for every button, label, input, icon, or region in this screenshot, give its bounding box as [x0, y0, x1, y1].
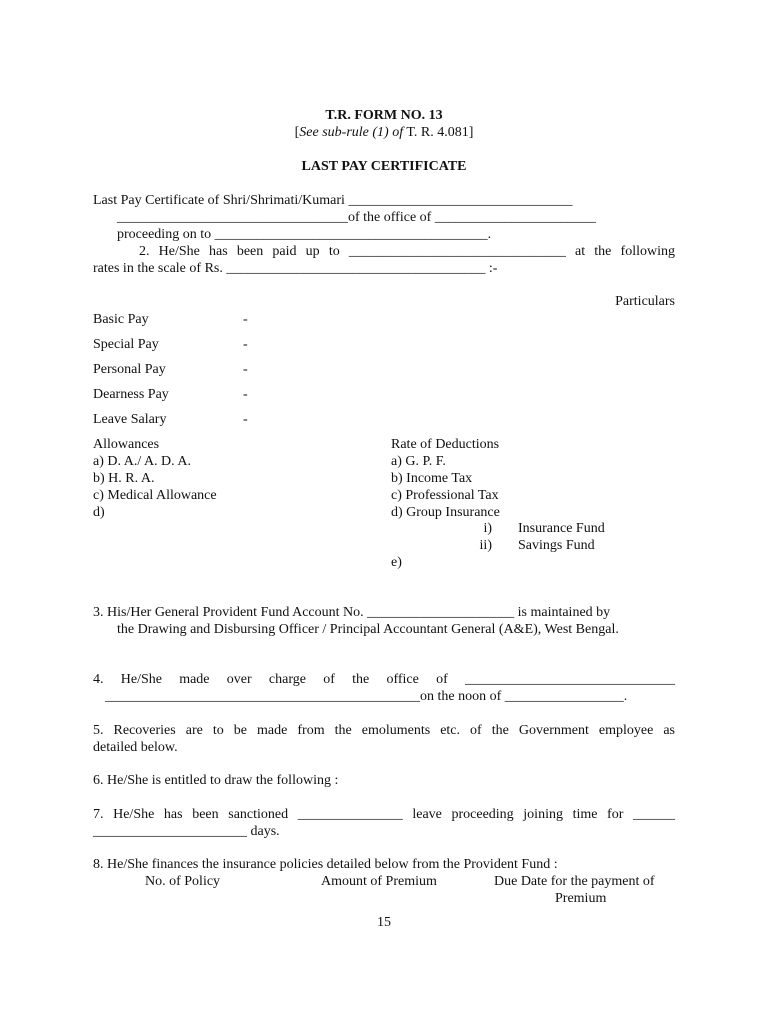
certificate-title: LAST PAY CERTIFICATE [301, 159, 467, 174]
pay-item-dash: - [243, 337, 248, 352]
deduction-sub-label: Insurance Fund [518, 521, 605, 536]
para6: 6. He/She is entitled to draw the following : [93, 773, 339, 788]
pay-item-dash: - [243, 412, 248, 427]
para1-line1: Last Pay Certificate of Shri/Shrimati/Kumari ________________________________ [93, 193, 573, 208]
due-date-column-header: Due Date for the payment of [494, 874, 655, 889]
particulars-heading: Particulars [615, 294, 675, 309]
pay-item-personal-pay: Personal Pay [93, 362, 166, 377]
deduction-item: a) G. P. F. [391, 454, 446, 469]
deduction-sub-label: Savings Fund [518, 538, 595, 553]
pay-item-leave-salary: Leave Salary [93, 412, 167, 427]
para7-line1: 7. He/She has been sanctioned _______________ leave proceeding joining time for ______ [93, 807, 675, 822]
para3-line2: the Drawing and Disbursing Officer / Principal Accountant General (A&E), West Bengal. [117, 622, 619, 637]
allowance-item: b) H. R. A. [93, 471, 155, 486]
pay-item-dearness-pay: Dearness Pay [93, 387, 169, 402]
allowance-item: c) Medical Allowance [93, 488, 217, 503]
deduction-sub-number: i) [483, 521, 492, 536]
para4-line2: _____________________________________________on the noon of _________________. [105, 689, 628, 704]
para4-line1: 4. He/She made over charge of the office of ______________________________ [93, 672, 675, 687]
para1-line3: proceeding on to _______________________________________. [117, 227, 492, 242]
allowance-item: d) [93, 505, 105, 520]
deductions-heading: Rate of Deductions [391, 437, 500, 452]
due-date-column-header-line2: Premium [555, 891, 607, 906]
rule-reference-italic: See sub-rule (1) of [299, 125, 404, 140]
allowance-item: a) D. A./ A. D. A. [93, 454, 191, 469]
para2-line2: rates in the scale of Rs. _____________________________________ :- [93, 261, 498, 276]
deduction-item: e) [391, 555, 402, 570]
deduction-item: d) Group Insurance [391, 505, 500, 520]
deduction-item: c) Professional Tax [391, 488, 499, 503]
allowances-heading: Allowances [93, 437, 160, 452]
para1-line2: _________________________________of the office of _______________________ [117, 210, 596, 225]
policy-column-header: No. of Policy [145, 874, 221, 889]
rule-reference [0, 124, 768, 141]
rule-reference-rest: T. R. 4.081] [403, 125, 474, 140]
para8-line1: 8. He/She finances the insurance policies detailed below from the Provident Fund : [93, 857, 558, 872]
pay-item-dash: - [243, 312, 248, 327]
para2-line1: 2. He/She has been paid up to _______________________________ at the following [139, 244, 675, 259]
rule-reference-open: [ [294, 125, 300, 140]
para3-line1: 3. His/Her General Provident Fund Account No. _____________________ is maintained by [93, 605, 611, 620]
form-number: T.R. FORM NO. 13 [325, 108, 443, 123]
pay-item-dash: - [243, 387, 248, 402]
pay-item-basic-pay: Basic Pay [93, 312, 149, 327]
pay-item-dash: - [243, 362, 248, 377]
para5-line1: 5. Recoveries are to be made from the emoluments etc. of the Government employee as [93, 723, 675, 738]
page-number: 15 [377, 915, 391, 930]
para7-line2: ______________________ days. [93, 824, 280, 839]
deduction-item: b) Income Tax [391, 471, 473, 486]
premium-column-header: Amount of Premium [321, 874, 437, 889]
deduction-sub-number: ii) [479, 538, 492, 553]
para5-line2: detailed below. [93, 740, 178, 755]
pay-item-special-pay: Special Pay [93, 337, 159, 352]
